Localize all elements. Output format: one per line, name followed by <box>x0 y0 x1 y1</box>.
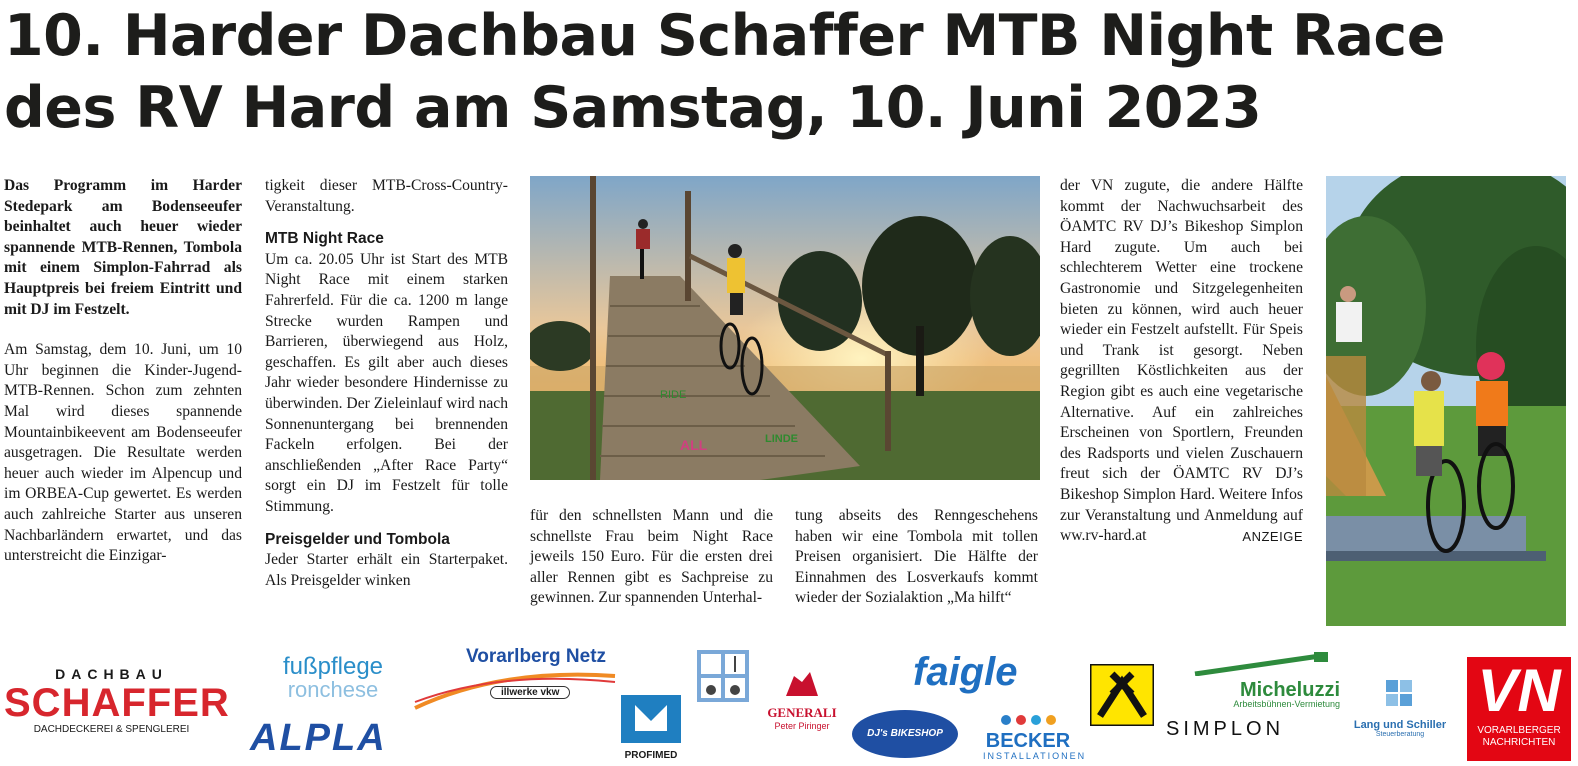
sponsor-logo-lang-schiller <box>1350 680 1450 738</box>
sponsor-logo-djs-bikeshop <box>852 710 958 758</box>
body-paragraph: tigkeit dieser MTB-Cross-Country-Veranstaltung. <box>265 177 508 215</box>
sponsor-logo-schaffer <box>4 666 230 735</box>
body-paragraph: Jeder Starter erhält ein Starterpaket. Als Preisgelder winken <box>265 551 508 589</box>
logo-text: SCHAFFER <box>4 681 230 725</box>
logo-text: illwerke vkw <box>490 686 570 699</box>
logo-text: Arbeitsbühnen-Vermietung <box>1233 699 1340 709</box>
sponsor-logo-vorarlberg-netz <box>410 646 622 710</box>
article-column-1 <box>4 176 242 567</box>
logo-text: Peter Piringer <box>774 721 830 731</box>
sponsor-logo-simplon <box>1166 718 1284 741</box>
logo-text: Steuerberatung <box>1375 731 1425 738</box>
sponsor-logo-pharmacy <box>697 650 749 707</box>
logo-text: SIMPLON <box>1166 718 1285 740</box>
sponsor-logo-profimed <box>617 693 685 761</box>
logo-text: ALPLA <box>250 717 387 759</box>
logo-text: Lang und Schiller <box>1353 719 1447 731</box>
article-column-5 <box>1060 176 1303 547</box>
lang-schiller-icon <box>1386 680 1414 714</box>
sponsor-logo-micheluzzi <box>1190 650 1340 709</box>
logo-text: BECKER <box>985 730 1071 752</box>
body-paragraph: der VN zugute, die andere Hälfte kommt der Nachwuchsarbeit des ÖAMTC RV DJ’s Bikeshop Simplon Hard zugute. Um auch bei schlechterem Wetter eine trockene Gastronomie und Sitzgelegenheiten bieten zu können, wird auch heuer wieder ein Festzelt aufstellt. Für Speis und Trank ist gesorgt. Neben gegrillten Köstlichkeiten aus der Region gibt es auch eine vegetarische Alternative. Auf ein zahlreiches Erscheinen von Sportlern, Freunden des Radsports und vielen Zuschauern freut sich der ÖAMTC RV DJ’s Bikeshop Simplon Hard. Weitere Infos zur Veranstaltung und Anmeldung auf ww.rv-hard.at <box>1060 177 1303 545</box>
sponsor-logo-raiffeisen <box>1090 664 1154 731</box>
logo-text: VN <box>1477 657 1561 724</box>
subheading: Preisgelder und Tombola <box>265 530 450 548</box>
sponsor-logo-fusspflege <box>268 655 398 701</box>
body-paragraph: Um ca. 20.05 Uhr ist Start des MTB Night Race mit einem starken Fahrerfeld. Für die ca. 1200 m lange Strecke wurden Rampen und Barrieren, überwiegend aus Holz, geschaffen. Es gilt aber auch dieses Jahr wieder besondere Hindernisse zu überwinden. Der Zieleinlauf wird nach Sonnenuntergang bei brennenden Fackeln erfolgen. Bei der anschließenden „After Race Party“ sorgt ein DJ im Festzelt für tolle Stimmung. <box>265 250 508 515</box>
logo-text: NACHRICHTEN <box>1482 737 1556 748</box>
logo-text: ronchese <box>287 677 379 702</box>
pharmacy-icon <box>697 650 749 702</box>
logo-text: INSTALLATIONEN <box>983 751 1087 761</box>
logo-text: DJ's BIKESHOP <box>867 728 943 739</box>
logo-text: Vorarlberg Netz <box>465 646 607 667</box>
logo-text: PROFIMED <box>624 750 678 761</box>
sponsor-logo-vn <box>1467 657 1571 761</box>
advertisement-label: ANZEIGE <box>1242 528 1303 544</box>
logo-text: Micheluzzi <box>1239 679 1340 701</box>
logo-text: VORARLBERGER <box>1477 725 1561 736</box>
lead-paragraph: Das Programm im Harder Stedepark am Bodenseeufer beinhaltet auch heuer wieder spannende MTB-Rennen, Tombola mit einem Simplon-Fahrrad als Hauptpreis bei freiem Eintritt und mit DJ im Festzelt. <box>4 177 242 318</box>
race-photo-ramp <box>530 176 1040 480</box>
body-paragraph: tung abseits des Renngeschehens haben wir eine Tombola mit tollen Preisen organisiert. Die Hälfte der Einnahmen des Losverkaufs kommt wieder der Sozialaktion „Ma hilft“ <box>795 507 1038 607</box>
article-column-2 <box>265 176 508 591</box>
profimed-icon <box>619 693 683 745</box>
sponsor-logo-faigle <box>913 650 1017 695</box>
logo-text: GENERALI <box>767 705 837 720</box>
sponsor-logo-generali <box>764 668 840 731</box>
page-title: 10. Harder Dachbau Schaffer MTB Night Race des RV Hard am Samstag, 10. Juni 2023 <box>4 3 1445 141</box>
ramp-text: RIDE <box>660 389 687 401</box>
article-column-3 <box>530 506 773 609</box>
logo-text: fußpflege <box>282 653 384 680</box>
article-column-4 <box>795 506 1038 609</box>
crane-icon <box>1190 650 1340 676</box>
lion-icon <box>780 668 824 700</box>
raiffeisen-icon <box>1090 664 1154 726</box>
race-photo-obstacle <box>1326 176 1566 626</box>
subheading: MTB Night Race <box>265 230 384 248</box>
ramp-text: LINDE <box>765 433 798 445</box>
logo-text: DACHBAU <box>55 666 168 682</box>
body-paragraph: Am Samstag, dem 10. Juni, um 10 Uhr beginnen die Kinder-Jugend-MTB-Rennen. Schon zum zehnten Mal wird dieses spannende Mountainbikeevent am Bodenseeufer ausgetragen. Die Resultate werden heuer auch wieder im Alpencup und im ORBEA-Cup gewertet. Es werden auch zahlreiche Starter aus unseren Nachbarländern erwartet, und das unterstreicht die Einzigar- <box>4 341 242 565</box>
drops-icon <box>996 712 1060 726</box>
sponsor-logo-becker <box>983 712 1087 761</box>
body-paragraph: für den schnellsten Mann und die schnellste Frau beim Night Race jeweils 150 Euro. Für die ersten drei aller Rennen gibt es Sachpreise zu gewinnen. Zur spannenden Unterhal- <box>530 507 773 607</box>
ramp-text: ALL <box>680 437 708 453</box>
sponsor-logo-alpla <box>250 717 387 760</box>
logo-text: DACHDECKEREI & SPENGLEREI <box>33 724 190 735</box>
logo-text: faigle <box>913 650 1018 694</box>
